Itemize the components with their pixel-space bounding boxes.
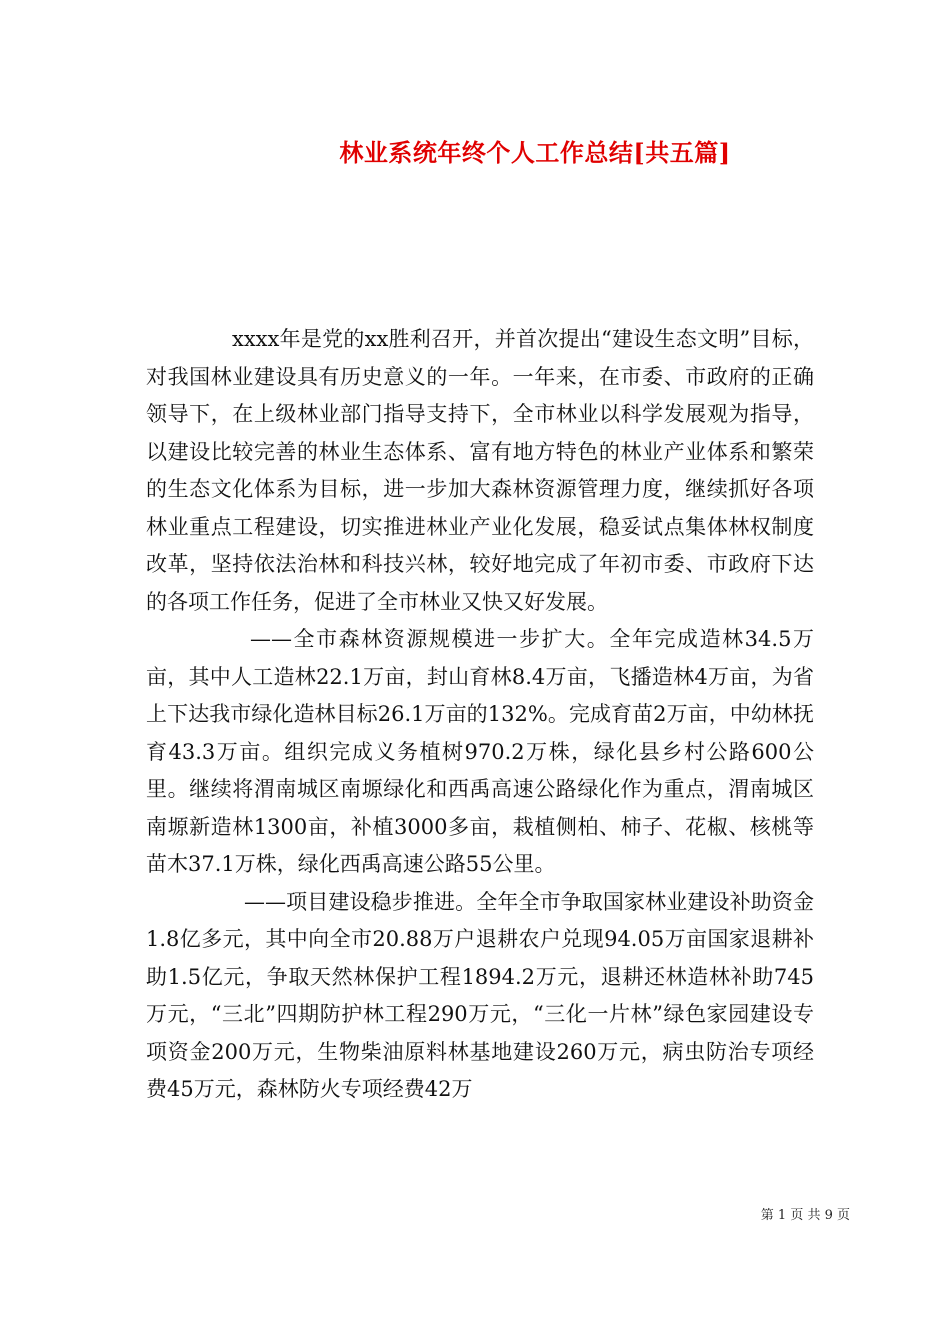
page-number-footer: 第 1 页 共 9 页 (760, 1208, 850, 1223)
document-title: 林业系统年终个人工作总结[共五篇] (339, 138, 731, 167)
paragraph-project-construction: ——项目建设稳步推进。全年全市争取国家林业建设补助资金1.8亿多元，其中向全市20.88万户退耕农户兑现94.05万亩国家退耕补助1.5亿元，争取天然林保护工程1894.2万元，退耕还林造林补助745万元，“三北”四期防护林工程290万元，“三化一片林”绿色家园建设专项资金200万元，生物柴油原料林基地建设260万元，病虫防治专项经费45万元，森林防火专项经费42万 (146, 889, 814, 1101)
paragraph-forest-resources: ——全市森林资源规模进一步扩大。全年完成造林34.5万亩，其中人工造林22.1万亩，封山育林8.4万亩，飞播造林4万亩，为省上下达我市绿化造林目标26.1万亩的132%。完成育苗2万亩，中幼林抚育43.3万亩。组织完成义务植树970.2万株，绿化县乡村公路600公里。继续将渭南城区南塬绿化和西禹高速公路绿化作为重点，渭南城区南塬新造林1300亩，补植3000多亩，栽植侧柏、柿子、花椒、核桃等苗木37.1万株，绿化西禹高速公路55公里。 (146, 627, 814, 876)
document-body (146, 321, 814, 1109)
paragraph-intro: xxxx年是党的xx胜利召开，并首次提出“建设生态文明”目标，对我国林业建设具有历史意义的一年。一年来，在市委、市政府的正确领导下，在上级林业部门指导支持下，全市林业以科学发展观为指导，以建设比较完善的林业生态体系、富有地方特色的林业产业体系和繁荣的生态文化体系为目标，进一步加大森林资源管理力度，继续抓好各项林业重点工程建设，切实推进林业产业化发展，稳妥试点集体林权制度改革，坚持依法治林和科技兴林，较好地完成了年初市委、市政府下达的各项工作任务，促进了全市林业又快又好发展。 (146, 327, 814, 614)
